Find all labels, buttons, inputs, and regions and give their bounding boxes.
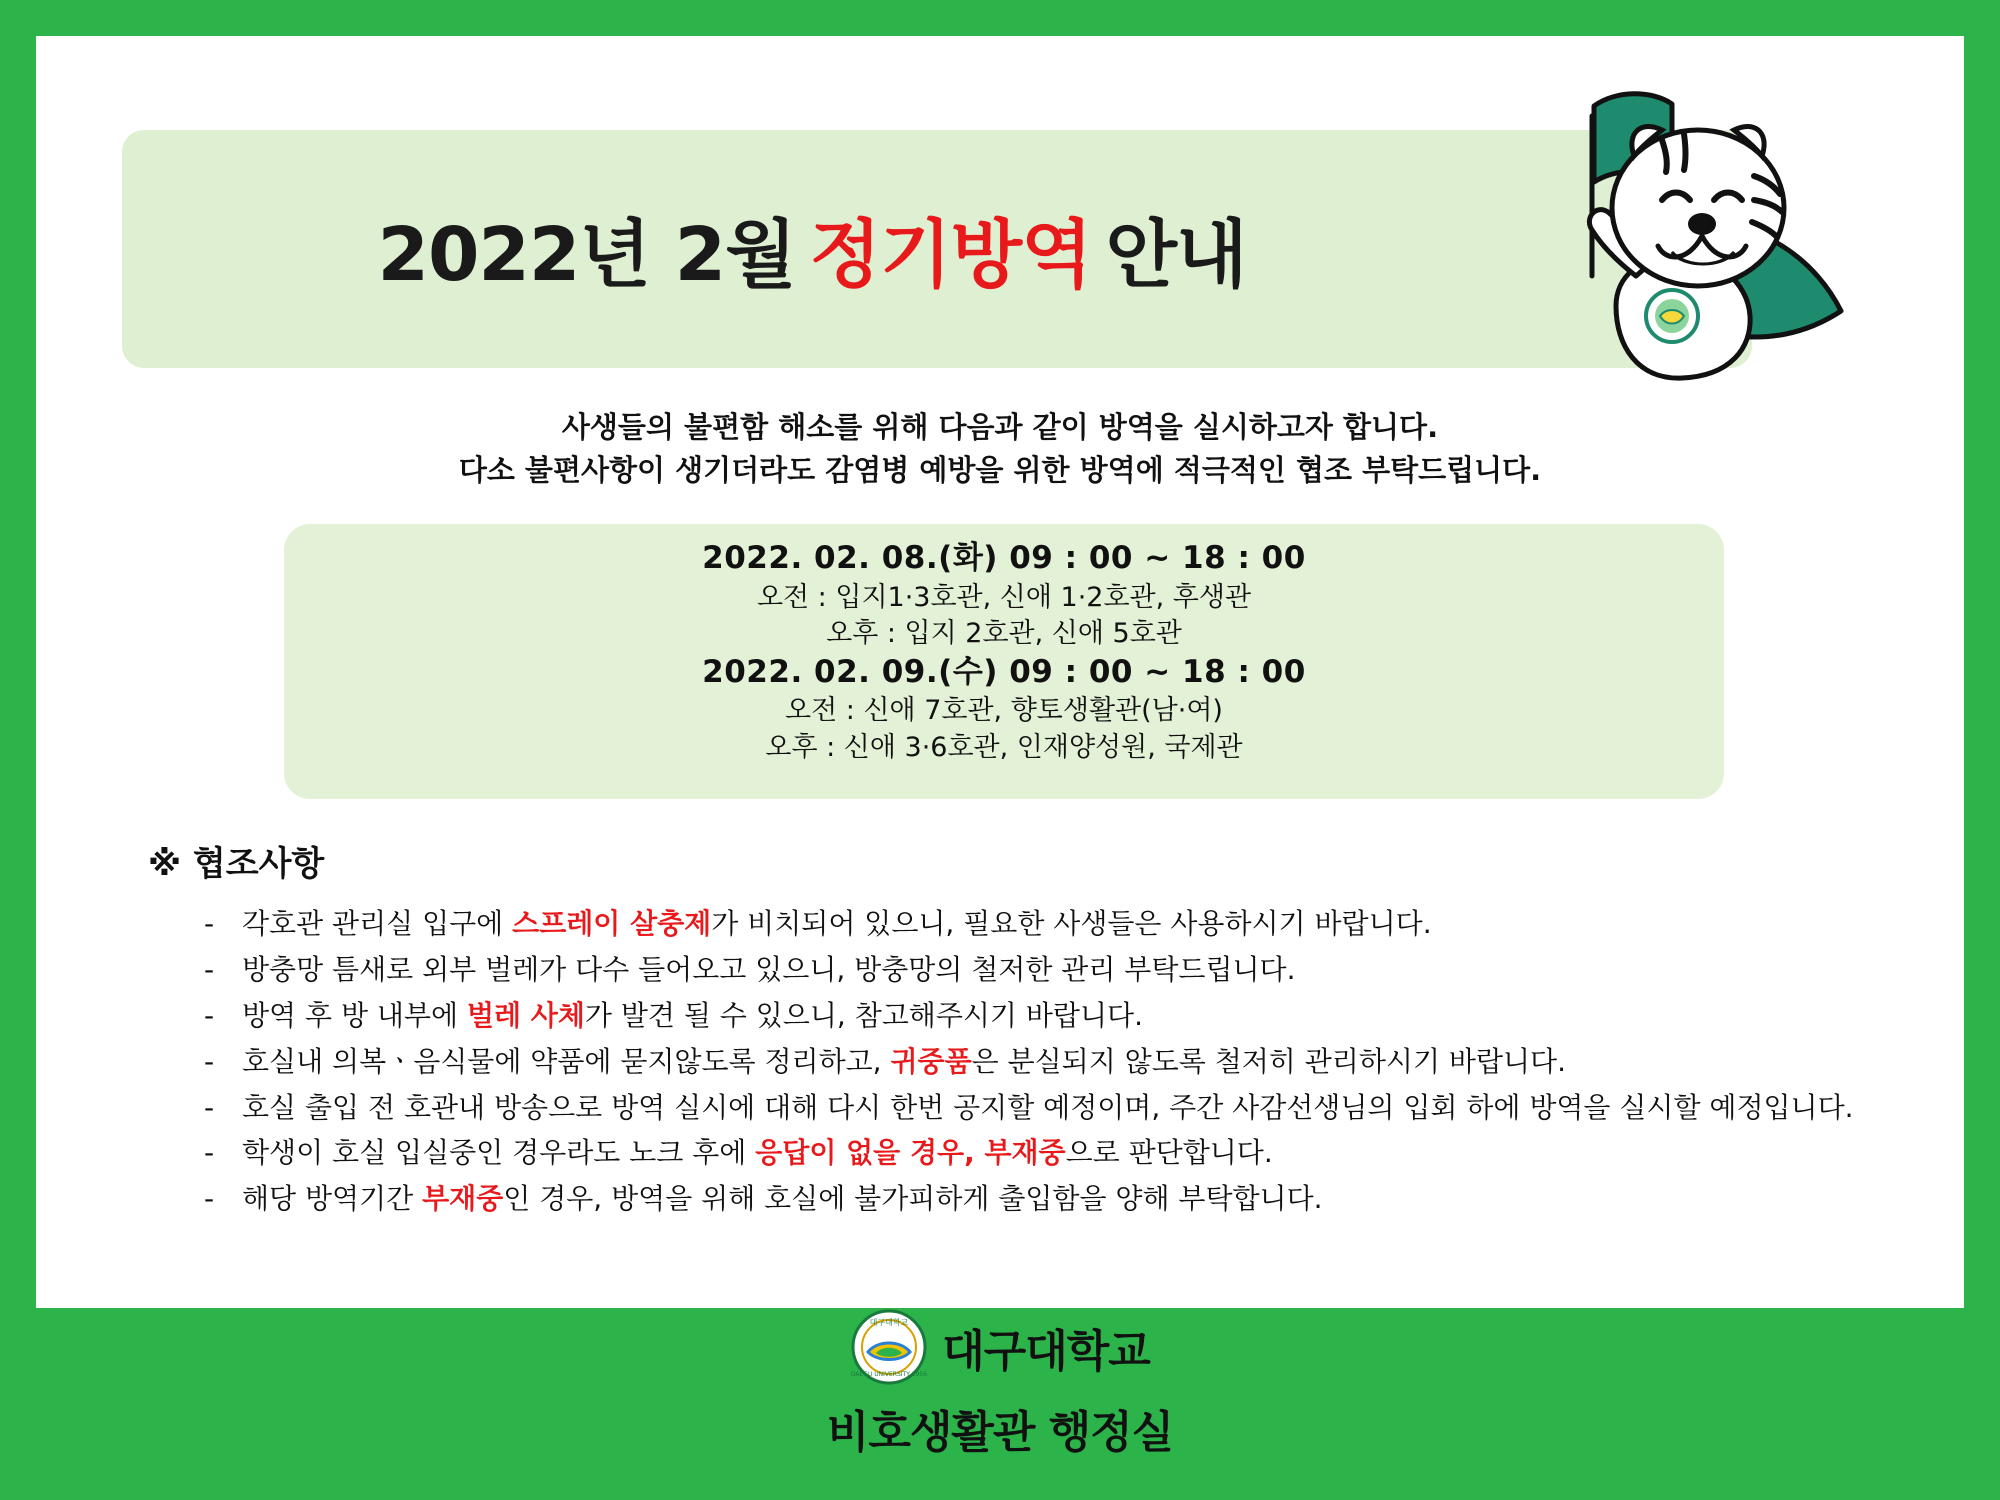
intro-text [36,406,1964,492]
note-item [204,1042,1904,1083]
intro-line-2: 다소 불편사항이 생기더라도 감염병 예방을 위한 방역에 적극적인 협조 부탁드립니다. [458,452,1542,487]
note-text [242,904,1904,945]
poster-footer [0,1308,2000,1460]
university-emblem-icon [850,1308,928,1386]
note-segment: 가 비치되어 있으니, 필요한 사생들은 사용하시기 바랍니다. [711,907,1432,940]
footer-office-name: 비호생활관 행정실 [826,1407,1174,1458]
note-text [242,1133,1904,1174]
schedule-morning-1: 오전 : 입지1·3호관, 신애 1·2호관, 후생관 [756,581,1252,613]
notes-section-title: ※ 협조사항 [148,844,325,884]
intro-line-1: 사생들의 불편함 해소를 위해 다음과 같이 방역을 실시하고자 합니다. [561,410,1439,444]
note-emphasis: 귀중품 [890,1044,972,1078]
note-text [242,1042,1904,1083]
note-emphasis: 스프레이 살충제 [512,907,712,940]
svg-text:대구대학교: 대구대학교 [869,1318,909,1327]
note-segment: 방충망 틈새로 외부 벌레가 다수 들어오고 있으니, 방충망의 철저한 관리 부탁드립니다. [242,952,1296,986]
note-item [204,1179,1904,1220]
title-prefix: 2022년 2월 [377,212,796,298]
note-bullet: - [204,1044,215,1078]
note-bullet: - [204,952,215,986]
notes-list [204,904,1904,1225]
note-bullet: - [204,1182,215,1216]
page-title [122,130,1502,368]
note-item [204,1088,1904,1129]
title-highlight: 정기방역 [809,212,1092,298]
note-segment: 각호관 관리실 입구에 [242,907,513,940]
schedule-box [284,524,1724,799]
note-segment: 방역 후 방 내부에 [242,998,467,1032]
schedule-date-1: 2022. 02. 08.(화) 09 : 00 ~ 18 : 00 [702,540,1306,576]
note-item [204,996,1904,1037]
schedule-morning-2: 오전 : 신애 7호관, 향토생활관(남·여) [785,695,1223,727]
note-text [242,1179,1904,1220]
note-bullet: - [204,907,215,940]
note-bullet: - [204,1136,215,1170]
note-text [242,950,1904,991]
note-segment: 으로 판단합니다. [1065,1136,1273,1170]
note-item [204,904,1904,945]
note-segment: 인 경우, 방역을 위해 호실에 불가피하게 출입함을 양해 부탁합니다. [503,1182,1323,1216]
note-item [204,950,1904,991]
note-item [204,1133,1904,1174]
note-text [242,1088,1904,1129]
svg-text:DAEGU UNIVERSITY 1956: DAEGU UNIVERSITY 1956 [851,1371,928,1378]
schedule-afternoon-1: 오후 : 입지 2호관, 신애 5호관 [826,617,1182,649]
note-segment: 호실 출입 전 호관내 방송으로 방역 실시에 대해 다시 한번 공지할 예정이며, 주간 사감선생님의 입회 하에 방역을 실시할 예정입니다. [242,1090,1854,1124]
note-segment: 호실내 의복ㆍ음식물에 약품에 묻지않도록 정리하고, [242,1044,891,1078]
poster-card [36,36,1964,1308]
footer-university-name: 대구대학교 [942,1326,1150,1377]
schedule-date-2: 2022. 02. 09.(수) 09 : 00 ~ 18 : 00 [702,653,1306,690]
note-bullet: - [204,998,215,1032]
title-suffix: 안내 [1105,212,1247,298]
note-emphasis: 부재중 [422,1182,504,1216]
note-text [242,996,1904,1037]
note-segment: 학생이 호실 입실중인 경우라도 노크 후에 [242,1136,756,1170]
schedule-afternoon-2: 오후 : 신애 3·6호관, 인재양성원, 국제관 [765,731,1243,763]
tiger-mascot-icon [1466,76,1866,406]
note-segment: 은 분실되지 않도록 철저히 관리하시기 바랍니다. [971,1044,1566,1078]
note-emphasis: 벌레 사체 [466,998,585,1032]
note-segment: 가 발견 될 수 있으니, 참고해주시기 바랍니다. [584,998,1143,1032]
note-bullet: - [204,1090,215,1124]
note-segment: 해당 방역기간 [242,1182,423,1216]
note-emphasis: 응답이 없을 경우, 부재중 [755,1136,1066,1170]
